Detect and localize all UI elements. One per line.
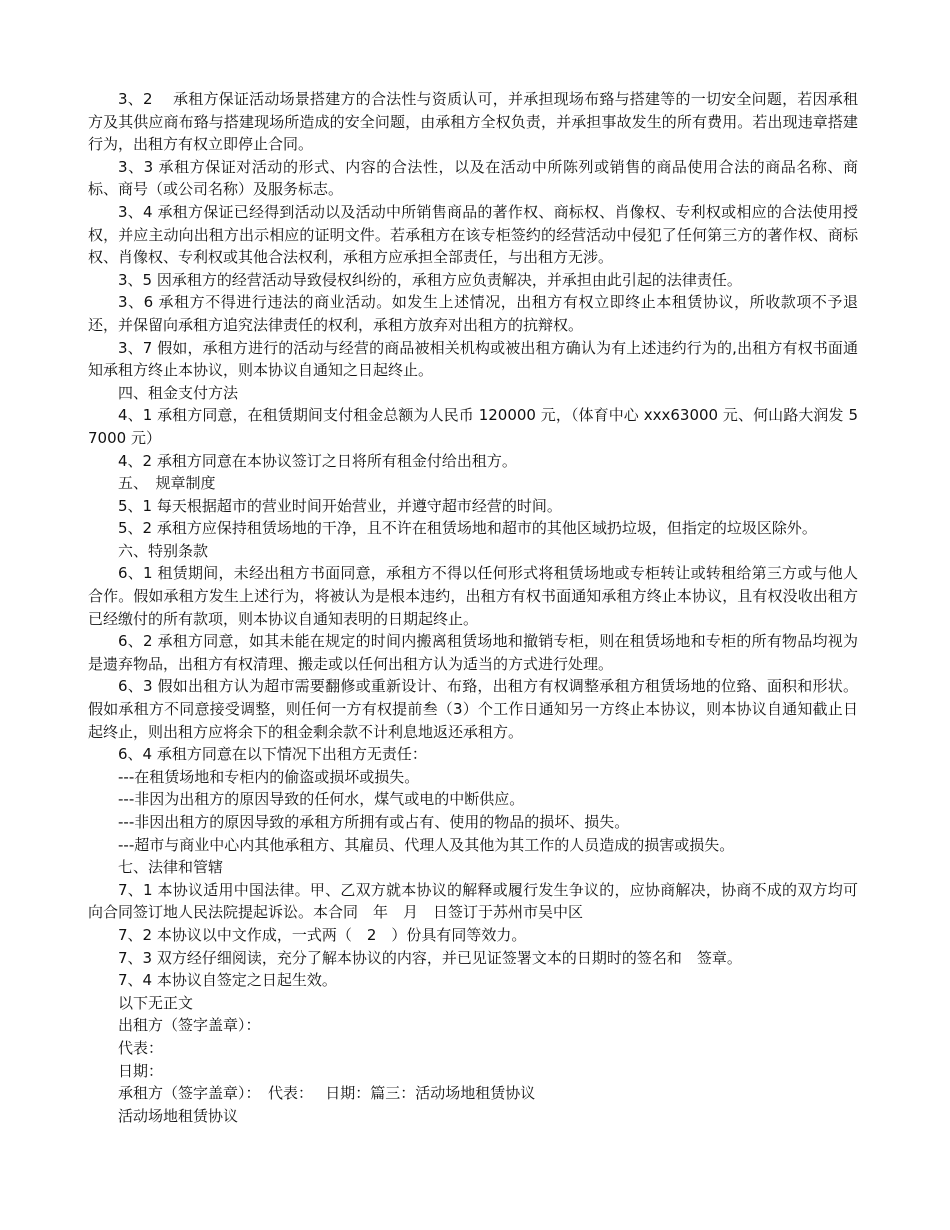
document-paragraph: 7、1 本协议适用中国法律。甲、乙双方就本协议的解释或履行发生争议的，应协商解决，协商不成的双方均可向合同签订地人民法院提起诉讼。本合同 年 月 日签订于苏州市吴中区 xyxy=(88,880,858,922)
document-paragraph: ---超市与商业中心内其他承租方、其雇员、代理人及其他为其工作的人员造成的损害或损失。 xyxy=(118,835,735,854)
document-paragraph: ---非因为出租方的原因导致的任何水，煤气或电的中断供应。 xyxy=(118,790,525,809)
document-paragraph: 5、1 每天根据超市的营业时间开始营业，并遵守超市经营的时间。 xyxy=(118,496,562,515)
document-paragraph: 7、2 本协议以中文作成，一式两（ 2 ）份具有同等效力。 xyxy=(118,925,527,944)
document-paragraph: 7、3 双方经仔细阅读，充分了解本协议的内容，并已见证签署文本的日期时的签名和 签章。 xyxy=(118,948,742,967)
document-paragraph: 日期： xyxy=(118,1061,164,1080)
document-paragraph: 6、3 假如出租方认为超市需要翻修或重新设计、布臵，出租方有权调整承租方租赁场地的位臵、面积和形状。假如承租方不同意接受调整，则任何一方有权提前叁（3）个工作日通知另一方终止本协议，则本协议自通知截止日起终止，则出租方应将余下的租金剩余款不计利息地返还承租方。 xyxy=(88,677,858,741)
document-paragraph: 7、4 本协议自签定之日起生效。 xyxy=(118,971,337,990)
document-paragraph: 以下无正文 xyxy=(118,993,194,1012)
document-paragraph: 3、5 因承租方的经营活动导致侵权纠纷的，承租方应负责解决，并承担由此引起的法律责任。 xyxy=(118,270,742,289)
document-paragraph: 3、6 承租方不得进行违法的商业活动。如发生上述情况，出租方有权立即终止本租赁协议，所收款项不予退还，并保留向承租方追究法律责任的权利，承租方放弃对出租方的抗辩权。 xyxy=(88,293,858,334)
document-paragraph: ---非因出租方的原因导致的承租方所拥有或占有、使用的物品的损坏、损失。 xyxy=(118,813,630,831)
document-paragraph: 3、2 承租方保证活动场景搭建方的合法性与资质认可，并承担现场布臵与搭建等的一切安全问题，若因承租方及其供应商布臵与搭建现场所造成的安全问题，由承租方全权负责，并承担事故发生的所有费用。若出现违章搭建行为，出租方有权立即停止合同。 xyxy=(88,90,858,154)
document-paragraph: 4、2 承租方同意在本协议签订之日将所有租金付给出租方。 xyxy=(118,451,517,470)
document-paragraph: 六、特别条款 xyxy=(118,541,209,560)
document-paragraph: 6、4 承租方同意在以下情况下出租方无责任： xyxy=(118,745,427,764)
document-paragraph: ---在租赁场地和专柜内的偷盗或损坏或损失。 xyxy=(118,767,420,786)
document-paragraph: 6、1 租赁期间，未经出租方书面同意，承租方不得以任何形式将租赁场地或专柜转让或转租给第三方或与他人合作。假如承租方发生上述行为，将被认为是根本违约，出租方有权书面通知承租方终止本协议，且有权没收出租方已经缴付的所有款项，则本协议自通知表明的日期起终止。 xyxy=(88,564,858,628)
document-paragraph: 4、1 承租方同意，在租赁期间支付租金总额为人民币 120000 元，（体育中心 xxx63000 元、何山路大润发 57000 元） xyxy=(88,406,858,447)
document-paragraph: 五、 规章制度 xyxy=(118,474,216,493)
document-paragraph: 5、2 承租方应保持租赁场地的干净，且不许在租赁场地和超市的其他区域扔垃圾，但指定的垃圾区除外。 xyxy=(118,519,817,538)
document-body xyxy=(88,88,858,1127)
document-paragraph: 承租方（签字盖章）： 代表： 日期：篇三：活动场地租赁协议 xyxy=(118,1084,536,1103)
document-paragraph: 6、2 承租方同意，如其未能在规定的时间内搬离租赁场地和撤销专柜，则在租赁场地和专柜的所有物品均视为是遗弃物品，出租方有权清理、搬走或以任何出租方认为适当的方式进行处理。 xyxy=(88,632,858,673)
document-paragraph: 代表： xyxy=(118,1038,164,1057)
document-paragraph: 四、租金支付方法 xyxy=(118,383,239,402)
document-paragraph: 3、4 承租方保证已经得到活动以及活动中所销售商品的著作权、商标权、肖像权、专利权或相应的合法使用授权，并应主动向出租方出示相应的证明文件。若承租方在该专柜签约的经营活动中侵犯了任何第三方的著作权、商标权、肖像权、专利权或其他合法权利，承租方应承担全部责任，与出租方无涉。 xyxy=(88,202,858,267)
document-paragraph: 出租方（签字盖章）： xyxy=(118,1016,261,1035)
document-paragraph: 活动场地租赁协议 xyxy=(118,1106,239,1125)
document-paragraph: 3、7 假如，承租方进行的活动与经营的商品被相关机构或被出租方确认为有上述违约行为的,出租方有权书面通知承租方终止本协议，则本协议自通知之日起终止。 xyxy=(88,338,858,380)
document-paragraph: 七、法律和管辖 xyxy=(118,858,224,877)
document-paragraph: 3、3 承租方保证对活动的形式、内容的合法性，以及在活动中所陈列或销售的商品使用合法的商品名称、商标、商号（或公司名称）及服务标志。 xyxy=(88,157,858,199)
